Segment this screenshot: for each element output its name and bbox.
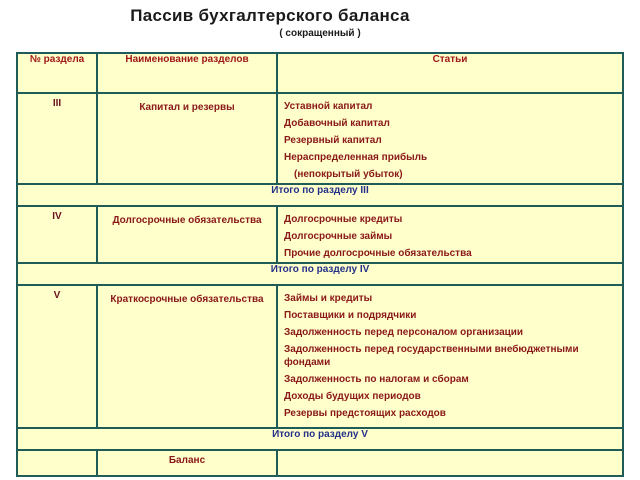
section-number: IV [17,206,97,263]
item: Прочие долгосрочные обязательства [284,248,472,259]
header-items: Статьи [277,53,623,93]
balance-table [16,52,624,477]
section-name: Краткосрочные обязательства [97,285,277,428]
item: Поставщики и подрядчики [284,310,417,321]
section-items [277,93,623,184]
section-number: V [17,285,97,428]
section-row-iii [17,93,623,184]
item: Долгосрочные займы [284,231,393,242]
page-title: Пассив бухгалтерского баланса [130,6,410,25]
item: Задолженность перед персоналом организации [284,327,524,338]
section-name: Капитал и резервы [97,93,277,184]
total-row-v [17,428,623,450]
section-total: Итого по разделу III [17,184,623,206]
balance-empty-cell [277,450,623,476]
item: Резервный капитал [284,135,382,146]
section-items [277,206,623,263]
item: Задолженность перед государственными внебюджетными фондами [284,344,579,368]
item: Уставной капитал [284,101,373,112]
header-section-name: Наименование разделов [97,53,277,93]
total-row-iv [17,263,623,285]
section-items [277,285,623,428]
header-section-number: № раздела [17,53,97,93]
header-row [17,53,623,93]
section-total: Итого по разделу V [17,428,623,450]
balance-label: Баланс [97,450,277,476]
section-row-v [17,285,623,428]
section-number: III [17,93,97,184]
total-row-iii [17,184,623,206]
section-total: Итого по разделу IV [17,263,623,285]
item: Добавочный капитал [284,118,390,129]
item: (непокрытый убыток) [294,169,403,180]
item: Займы и кредиты [284,293,373,304]
item: Долгосрочные кредиты [284,214,403,225]
item: Задолженность по налогам и сборам [284,374,469,385]
section-row-iv [17,206,623,263]
item: Резервы предстоящих расходов [284,408,446,419]
section-name: Долгосрочные обязательства [97,206,277,263]
balance-row [17,450,623,476]
item: Доходы будущих периодов [284,391,421,402]
balance-empty-cell [17,450,97,476]
page-subtitle: ( сокращенный ) [279,28,361,39]
item: Нераспределенная прибыль [284,152,428,163]
